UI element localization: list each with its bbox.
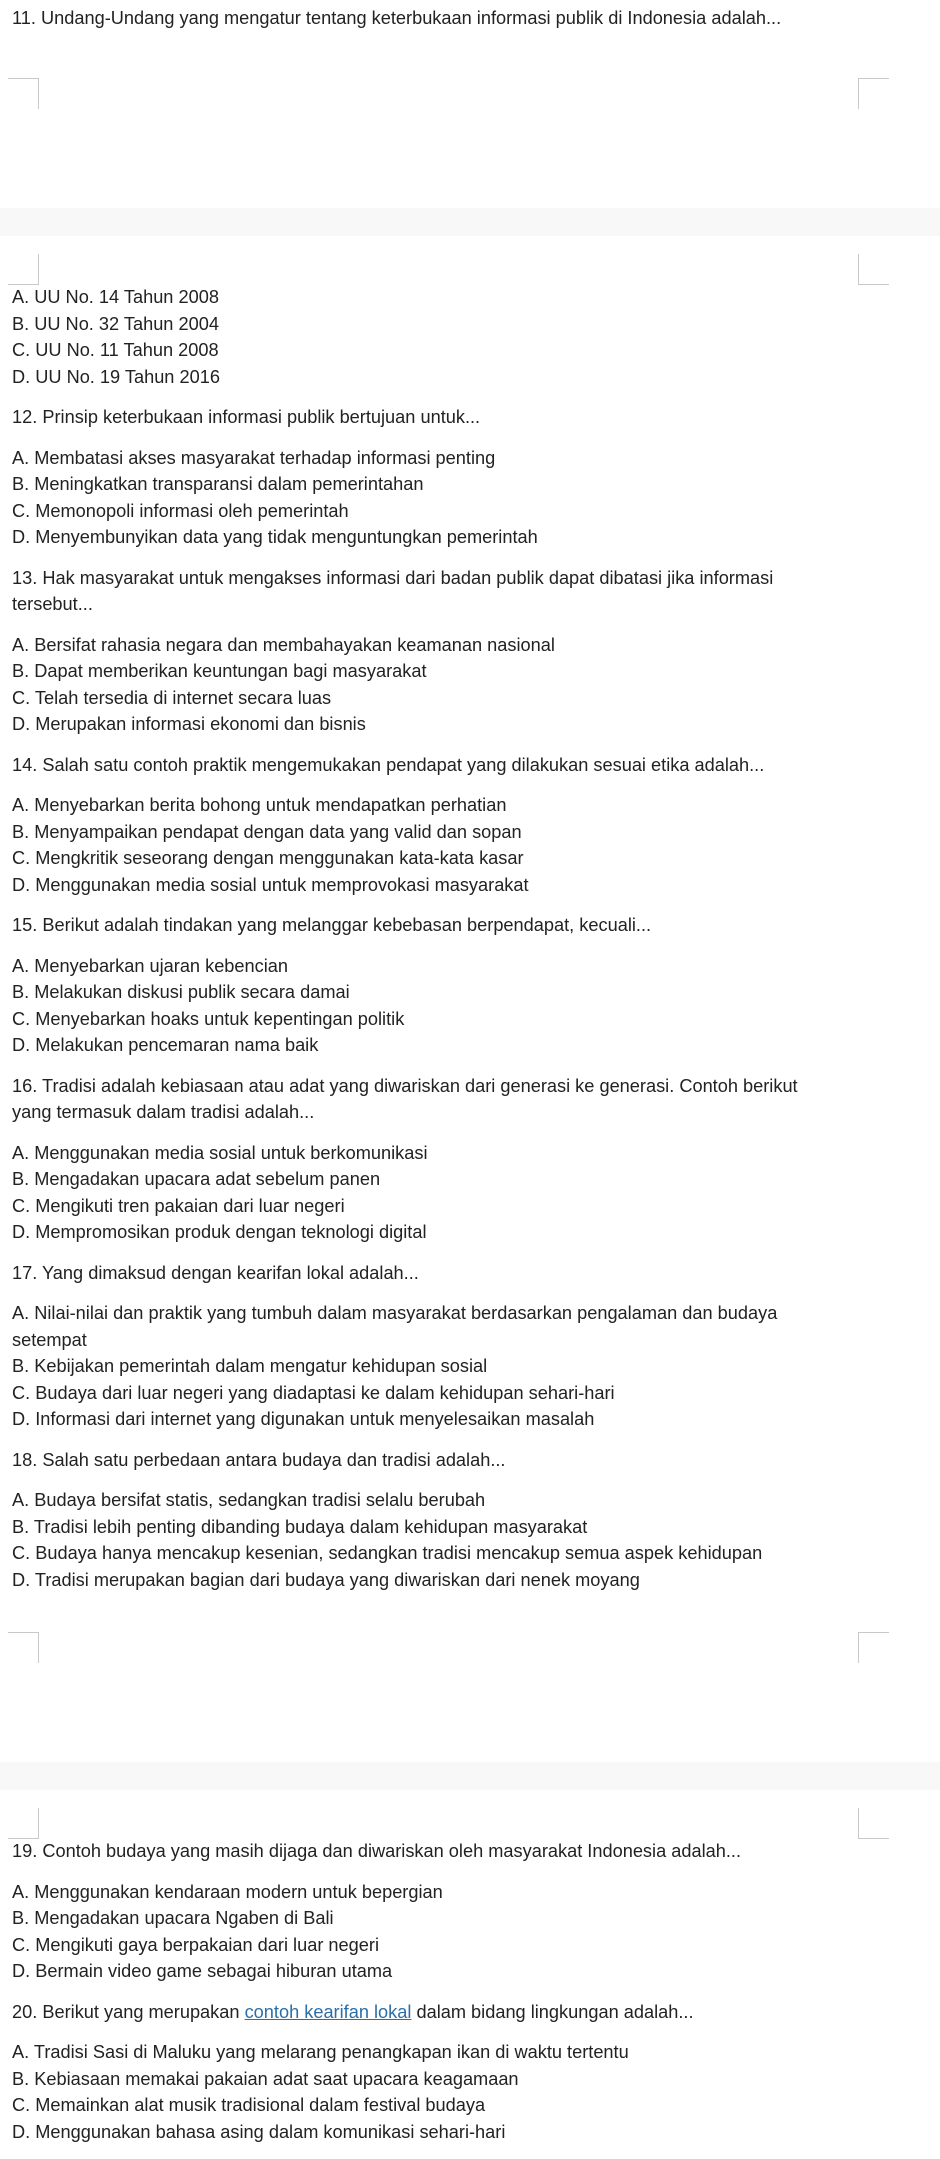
- question-17: [12, 1260, 922, 1287]
- option: D. Menggunakan media sosial untuk memprovokasi masyarakat: [12, 874, 529, 895]
- question-18: [12, 1447, 922, 1474]
- question-11-options: [12, 284, 922, 390]
- option: D. Tradisi merupakan bagian dari budaya yang diwariskan dari nenek moyang: [12, 1569, 640, 1590]
- option: A. Menggunakan kendaraan modern untuk bepergian: [12, 1881, 443, 1902]
- question-11: [12, 5, 922, 32]
- option: A. Menggunakan media sosial untuk berkomunikasi: [12, 1142, 428, 1163]
- question-20-options: [12, 2039, 922, 2145]
- question-18-text: 18. Salah satu perbedaan antara budaya dan tradisi adalah...: [12, 1449, 506, 1470]
- questions-block-2: [12, 1838, 922, 2159]
- option: C. Memainkan alat musik tradisional dalam festival budaya: [12, 2095, 486, 2115]
- question-16-text: 16. Tradisi adalah kebiasaan atau adat yang diwariskan dari generasi ke generasi. Contoh berikut: [12, 1075, 798, 1096]
- option: A. Menyebarkan berita bohong untuk mendapatkan perhatian: [12, 795, 507, 815]
- option: C. Budaya dari luar negeri yang diadaptasi ke dalam kehidupan sehari-hari: [12, 1382, 615, 1403]
- question-20-text: 20. Berikut yang merupakan contoh kearifan lokal dalam bidang lingkungan adalah...: [12, 2001, 694, 2022]
- page-corner-mark: [8, 78, 39, 109]
- question-15-text: 15. Berikut adalah tindakan yang melanggar kebebasan berpendapat, kecuali...: [12, 915, 652, 935]
- page-corner-mark: [858, 1808, 889, 1839]
- option: D. UU No. 19 Tahun 2016: [12, 366, 220, 387]
- question-14-options: [12, 792, 922, 898]
- option: A. Membatasi akses masyarakat terhadap informasi penting: [12, 447, 496, 468]
- page-corner-mark: [8, 254, 39, 285]
- question-16-options: [12, 1140, 922, 1246]
- option: A. Tradisi Sasi di Maluku yang melarang penangkapan ikan di waktu tertentu: [12, 2042, 629, 2062]
- question-19-options: [12, 1879, 922, 1985]
- questions-block: [12, 284, 922, 1607]
- option: A. Nilai-nilai dan praktik yang tumbuh dalam masyarakat berdasarkan pengalaman dan budaya: [12, 1303, 778, 1323]
- page-corner-mark: [858, 78, 889, 109]
- question-19: [12, 1838, 922, 1865]
- question-13-text-cont: tersebut...: [12, 594, 93, 614]
- option: A. Bersifat rahasia negara dan membahayakan keamanan nasional: [12, 634, 555, 655]
- question-15-options: [12, 953, 922, 1059]
- page-corner-mark: [858, 254, 889, 285]
- option: D. Merupakan informasi ekonomi dan bisnis: [12, 714, 366, 734]
- question-13: [12, 565, 922, 618]
- option: B. Mengadakan upacara adat sebelum panen: [12, 1169, 381, 1189]
- option: B. Dapat memberikan keuntungan bagi masyarakat: [12, 661, 427, 681]
- question-13-text: 13. Hak masyarakat untuk mengakses informasi dari badan publik dapat dibatasi jika informasi: [12, 567, 774, 588]
- option: D. Menggunakan bahasa asing dalam komunikasi sehari-hari: [12, 2121, 506, 2142]
- option-cont: setempat: [12, 1329, 87, 1350]
- option: B. UU No. 32 Tahun 2004: [12, 313, 219, 334]
- option: B. Melakukan diskusi publik secara damai: [12, 982, 350, 1002]
- option: A. Budaya bersifat statis, sedangkan tradisi selalu berubah: [12, 1490, 486, 1510]
- question-17-text: 17. Yang dimaksud dengan kearifan lokal adalah...: [12, 1262, 419, 1283]
- option: B. Mengadakan upacara Ngaben di Bali: [12, 1908, 334, 1928]
- question-12-options: [12, 445, 922, 551]
- question-11-text: 11. Undang-Undang yang mengatur tentang keterbukaan informasi publik di Indonesia adalah...: [12, 8, 782, 28]
- question-16: [12, 1073, 922, 1126]
- page-corner-mark: [8, 1632, 39, 1663]
- option: C. Budaya hanya mencakup kesenian, sedangkan tradisi mencakup semua aspek kehidupan: [12, 1543, 763, 1563]
- option: D. Menyembunyikan data yang tidak menguntungkan pemerintah: [12, 527, 538, 547]
- question-13-options: [12, 632, 922, 738]
- option: A. UU No. 14 Tahun 2008: [12, 287, 219, 307]
- option: A. Menyebarkan ujaran kebencian: [12, 955, 289, 976]
- kearifan-lokal-link[interactable]: contoh kearifan lokal: [244, 2001, 412, 2022]
- option: B. Meningkatkan transparansi dalam pemerintahan: [12, 474, 424, 494]
- option: C. Menyebarkan hoaks untuk kepentingan politik: [12, 1008, 405, 1029]
- option: D. Mempromosikan produk dengan teknologi digital: [12, 1222, 427, 1242]
- document-page-1: [0, 0, 940, 208]
- option: C. UU No. 11 Tahun 2008: [12, 340, 219, 360]
- option: D. Melakukan pencemaran nama baik: [12, 1035, 319, 1055]
- option: C. Telah tersedia di internet secara luas: [12, 687, 332, 708]
- option: C. Mengikuti tren pakaian dari luar negeri: [12, 1195, 345, 1216]
- question-12: [12, 404, 922, 431]
- option: C. Memonopoli informasi oleh pemerintah: [12, 500, 349, 521]
- option: D. Bermain video game sebagai hiburan utama: [12, 1961, 393, 1981]
- option: B. Tradisi lebih penting dibanding budaya dalam kehidupan masyarakat: [12, 1516, 588, 1537]
- question-18-options: [12, 1487, 922, 1593]
- option: B. Kebijakan pemerintah dalam mengatur kehidupan sosial: [12, 1356, 488, 1376]
- question-16-text-cont: yang termasuk dalam tradisi adalah...: [12, 1102, 315, 1122]
- option: C. Mengkritik seseorang dengan menggunakan kata-kata kasar: [12, 848, 524, 868]
- document-page-3: [0, 1790, 940, 2152]
- option: C. Mengikuti gaya berpakaian dari luar negeri: [12, 1934, 379, 1955]
- question-14: [12, 752, 922, 779]
- page-gap: [0, 1762, 940, 1790]
- question-12-text: 12. Prinsip keterbukaan informasi publik bertujuan untuk...: [12, 407, 481, 427]
- question-20: [12, 1999, 922, 2026]
- document-page-2: [0, 236, 940, 1762]
- option: D. Informasi dari internet yang digunakan untuk menyelesaikan masalah: [12, 1409, 595, 1429]
- option: B. Menyampaikan pendapat dengan data yang valid dan sopan: [12, 821, 522, 842]
- page-corner-mark: [8, 1808, 39, 1839]
- question-17-options: [12, 1300, 922, 1433]
- option: B. Kebiasaan memakai pakaian adat saat upacara keagamaan: [12, 2068, 519, 2089]
- page-gap: [0, 208, 940, 236]
- question-19-text: 19. Contoh budaya yang masih dijaga dan diwariskan oleh masyarakat Indonesia adalah...: [12, 1841, 742, 1861]
- page-corner-mark: [858, 1632, 889, 1663]
- question-14-text: 14. Salah satu contoh praktik mengemukakan pendapat yang dilakukan sesuai etika adalah...: [12, 754, 765, 775]
- question-15: [12, 912, 922, 939]
